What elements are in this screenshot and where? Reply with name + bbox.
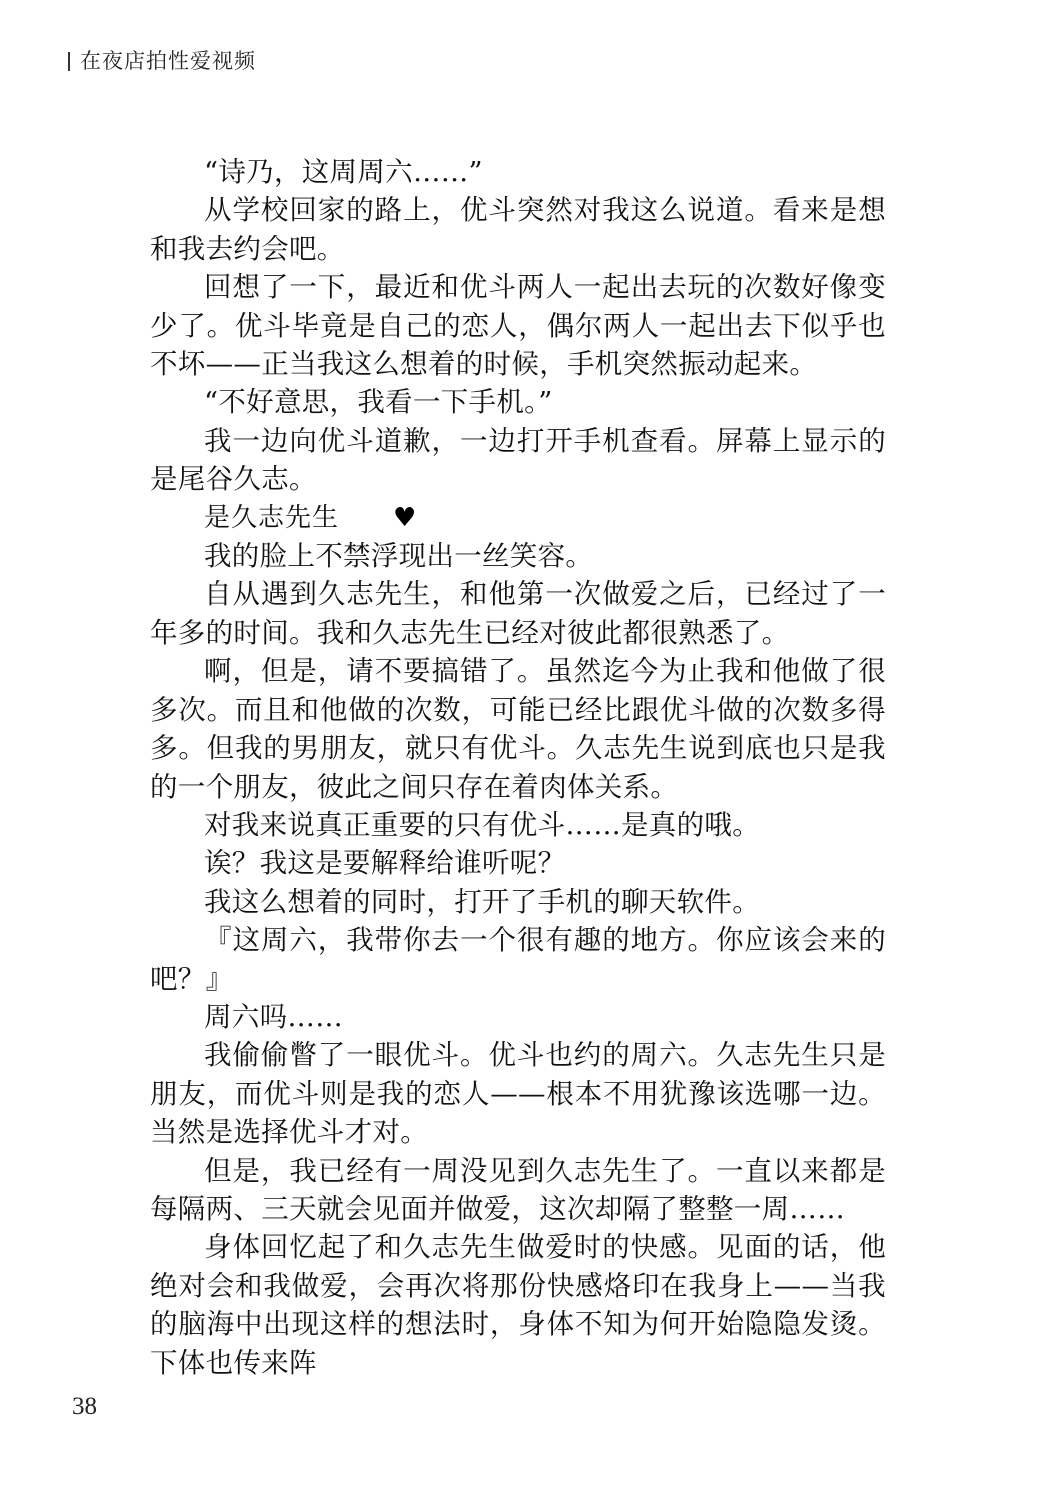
paragraph: 我这么想着的同时，打开了手机的聊天软件。 <box>204 885 760 918</box>
paragraph: 我一边向优斗道歉，一边打开手机查看。屏幕上显示的是尾谷久志。 <box>150 424 886 496</box>
paragraph: 『这周六，我带你去一个很有趣的地方。你应该会来的吧？』 <box>150 924 886 995</box>
message-text: 是久志先生 <box>204 502 340 533</box>
paragraph: 对我来说真正重要的只有优斗……是真的哦。 <box>204 808 760 841</box>
paragraph: 但是，我已经有一周没见到久志先生了。一直以来都是每隔两、三天就会见面并做爱，这次却隔了整整一周…… <box>150 1154 886 1225</box>
paragraph: 自从遇到久志先生，和他第一次做爱之后，已经过了一年多的时间。我和久志先生已经对彼此都很熟悉了。 <box>150 578 886 649</box>
paragraph: “诗乃，这周周六……” <box>204 156 483 188</box>
paragraph: 从学校回家的路上，优斗突然对我这么说道。看来是想和我去约会吧。 <box>150 194 886 265</box>
paragraph: 诶？我这是要解释给谁听呢？ <box>204 847 566 880</box>
paragraph: 我的脸上不禁浮现出一丝笑容。 <box>204 540 594 573</box>
message-paragraph <box>150 499 886 537</box>
header-rule <box>68 52 70 71</box>
running-header <box>68 48 256 74</box>
paragraph: 回想了一下，最近和优斗两人一起出去玩的次数好像变少了。优斗毕竟是自己的恋人，偶尔两人一起出去下似乎也不坏——正当我这么想着的时候，手机突然振动起来。 <box>150 271 886 381</box>
heart-icon: ♥ <box>393 502 418 533</box>
paragraph: 周六吗…… <box>204 1000 343 1033</box>
paragraph: “不好意思，我看一下手机。” <box>204 386 553 419</box>
page-number: 38 <box>72 1393 97 1420</box>
paragraph: 啊，但是，请不要搞错了。虽然迄今为止我和他做了很多次。而且和他做的次数，可能已经比跟优斗做的次数多得多。但我的男朋友，就只有优斗。久志先生说到底也只是我的一个朋友，彼此之间只存在着肉体关系。 <box>150 655 886 803</box>
paragraph: 身体回忆起了和久志先生做爱时的快感。见面的话，他绝对会和我做爱，会再次将那份快感烙印在我身上——当我的脑海中出现这样的想法时，身体不知为何开始隐隐发烫。下体也传来阵 <box>150 1231 886 1379</box>
body-text <box>150 153 886 1382</box>
book-title: 在夜店拍性爱视频 <box>80 49 256 73</box>
paragraph: 我偷偷瞥了一眼优斗。优斗也约的周六。久志先生只是朋友，而优斗则是我的恋人——根本不用犹豫该选哪一边。当然是选择优斗才对。 <box>150 1039 886 1149</box>
